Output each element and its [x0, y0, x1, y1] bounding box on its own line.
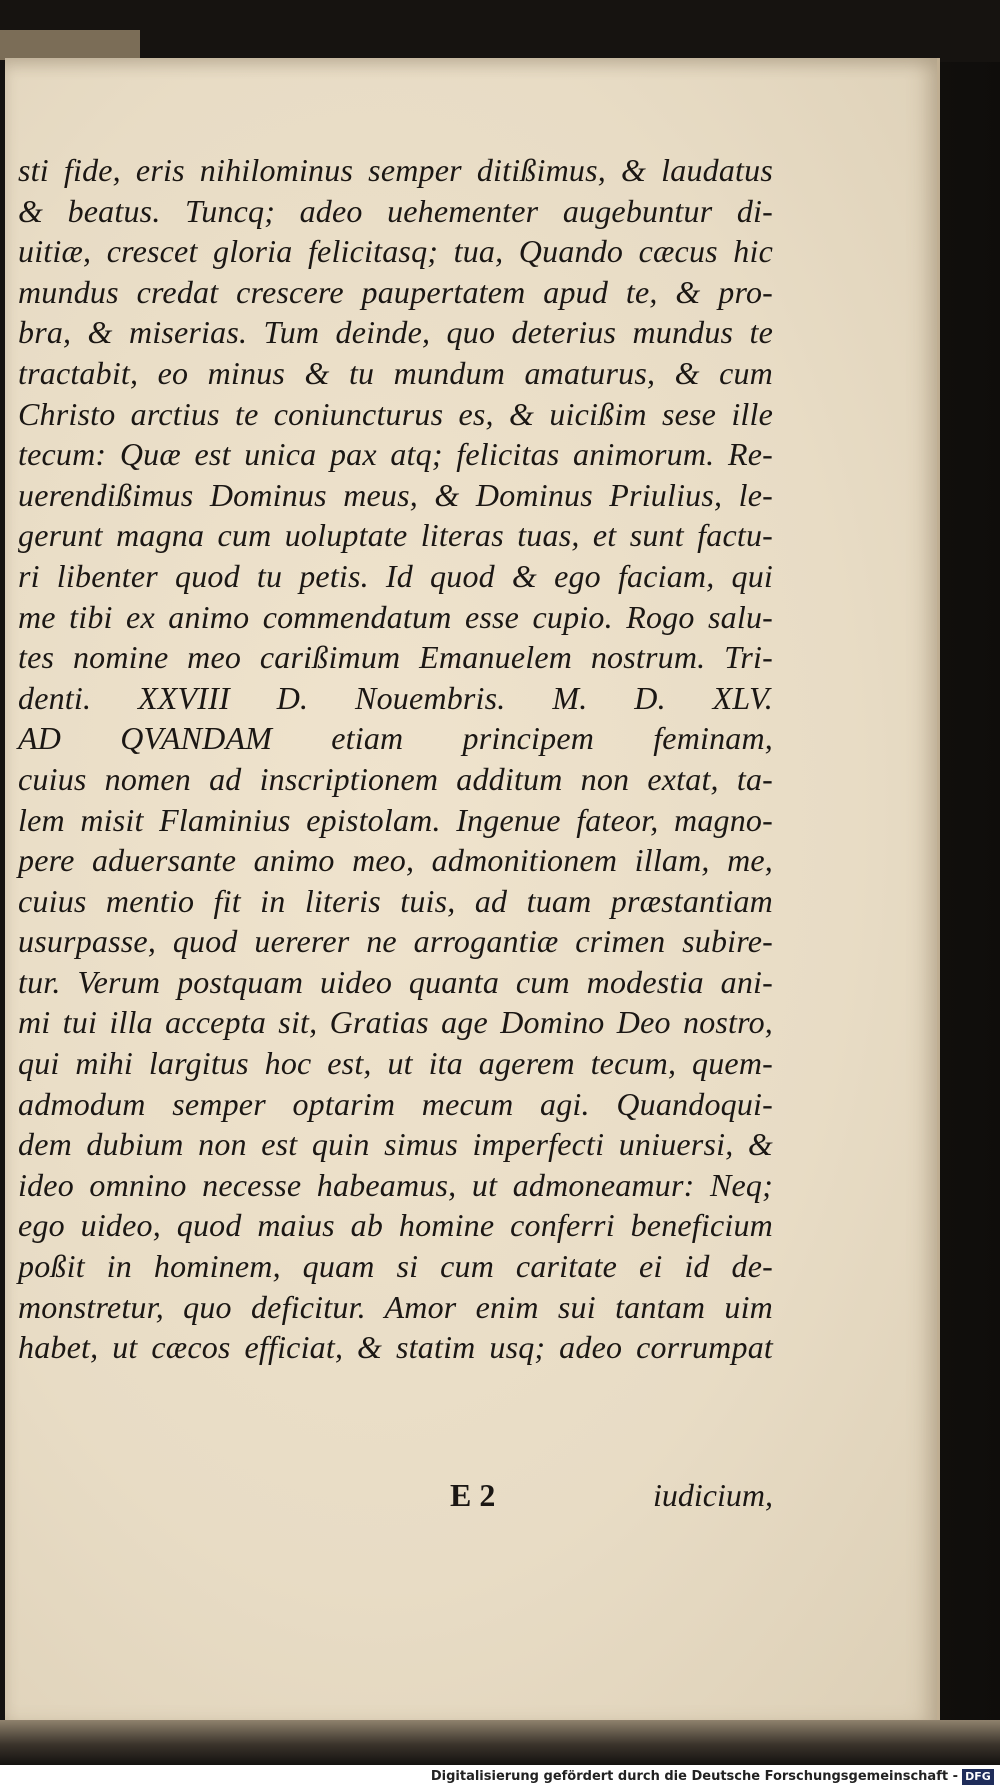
signature-mark: E 2 — [450, 1477, 496, 1513]
text-line: ideo omnino necesse habeamus, ut admoneamur: Neq; — [18, 1166, 773, 1203]
text-line: tractabit, eo minus & tu mundum amaturus, & cum — [18, 354, 773, 391]
text-line: poßit in hominem, quam si cum caritate ei id de- — [18, 1248, 773, 1285]
text-line: tecum: Quæ est unica pax atq; felicitas animorum. Re- — [18, 436, 773, 473]
scan-top-edge — [0, 0, 1000, 62]
text-line: tes nomine meo carißimum Emanuelem nostrum. Tri- — [18, 639, 773, 676]
text-line: AD QVANDAM etiam principem feminam, — [18, 720, 773, 757]
page-foot — [18, 1477, 773, 1517]
text-line: usurpasse, quod uererer ne arrogantiæ crimen subire- — [18, 923, 773, 960]
text-line: lem misit Flaminius epistolam. Ingenue fateor, magno- — [18, 801, 773, 838]
text-line: cuius nomen ad inscriptionem additum non extat, ta- — [18, 760, 773, 797]
text-line: dem dubium non est quin simus imperfecti uniuersi, & — [18, 1126, 773, 1163]
underlying-page-edge — [0, 30, 140, 60]
page-text — [18, 150, 773, 1368]
text-line: monstretur, quo deficitur. Amor enim sui tantam uim — [18, 1288, 773, 1325]
text-line: tur. Verum postquam uideo quanta cum modestia ani- — [18, 963, 773, 1000]
text-line: qui mihi largitus hoc est, ut ita agerem tecum, quem- — [18, 1045, 773, 1082]
text-line: Christo arctius te coniuncturus es, & uicißim sese ille — [18, 395, 773, 432]
text-line: ego uideo, quod maius ab homine conferri beneficium — [18, 1207, 773, 1244]
text-line: denti. XXVIII D. Nouembris. M. D. XLV. — [18, 679, 773, 716]
dfg-logo: DFG — [962, 1769, 994, 1785]
text-line: cuius mentio fit in literis tuis, ad tuam præstantiam — [18, 882, 773, 919]
scan-bottom-edge — [0, 1720, 1000, 1765]
text-line: uerendißimus Dominus meus, & Dominus Priulius, le- — [18, 476, 773, 513]
text-line: sti fide, eris nihilominus semper ditißimus, & laudatus — [18, 152, 773, 188]
text-line: me tibi ex animo commendatum esse cupio. Rogo salu- — [18, 598, 773, 635]
digitization-footer — [0, 1765, 1000, 1791]
text-line: ri libenter quod tu petis. Id quod & ego faciam, qui — [18, 557, 773, 594]
text-line: mi tui illa accepta sit, Gratias age Domino Deo nostro, — [18, 1004, 773, 1041]
text-line: habet, ut cæcos efficiat, & statim usq; adeo corrumpat — [18, 1329, 773, 1366]
text-line: admodum semper optarim mecum agi. Quandoqui- — [18, 1085, 773, 1122]
text-line: & beatus. Tuncq; adeo uehementer augebuntur di- — [18, 192, 773, 229]
digitization-credit: Digitalisierung gefördert durch die Deutsche Forschungsgemeinschaft - — [430, 1769, 958, 1784]
text-line: uitiæ, crescet gloria felicitasq; tua, Quando cæcus hic — [18, 233, 773, 270]
text-line: bra, & miserias. Tum deinde, quo deterius mundus te — [18, 314, 773, 351]
text-line: pere aduersante animo meo, admonitionem illam, me, — [18, 842, 773, 879]
text-line: mundus credat crescere paupertatem apud te, & pro- — [18, 273, 773, 310]
catchword: iudicium, — [653, 1477, 773, 1513]
text-line: gerunt magna cum uoluptate literas tuas, et sunt factu- — [18, 517, 773, 554]
